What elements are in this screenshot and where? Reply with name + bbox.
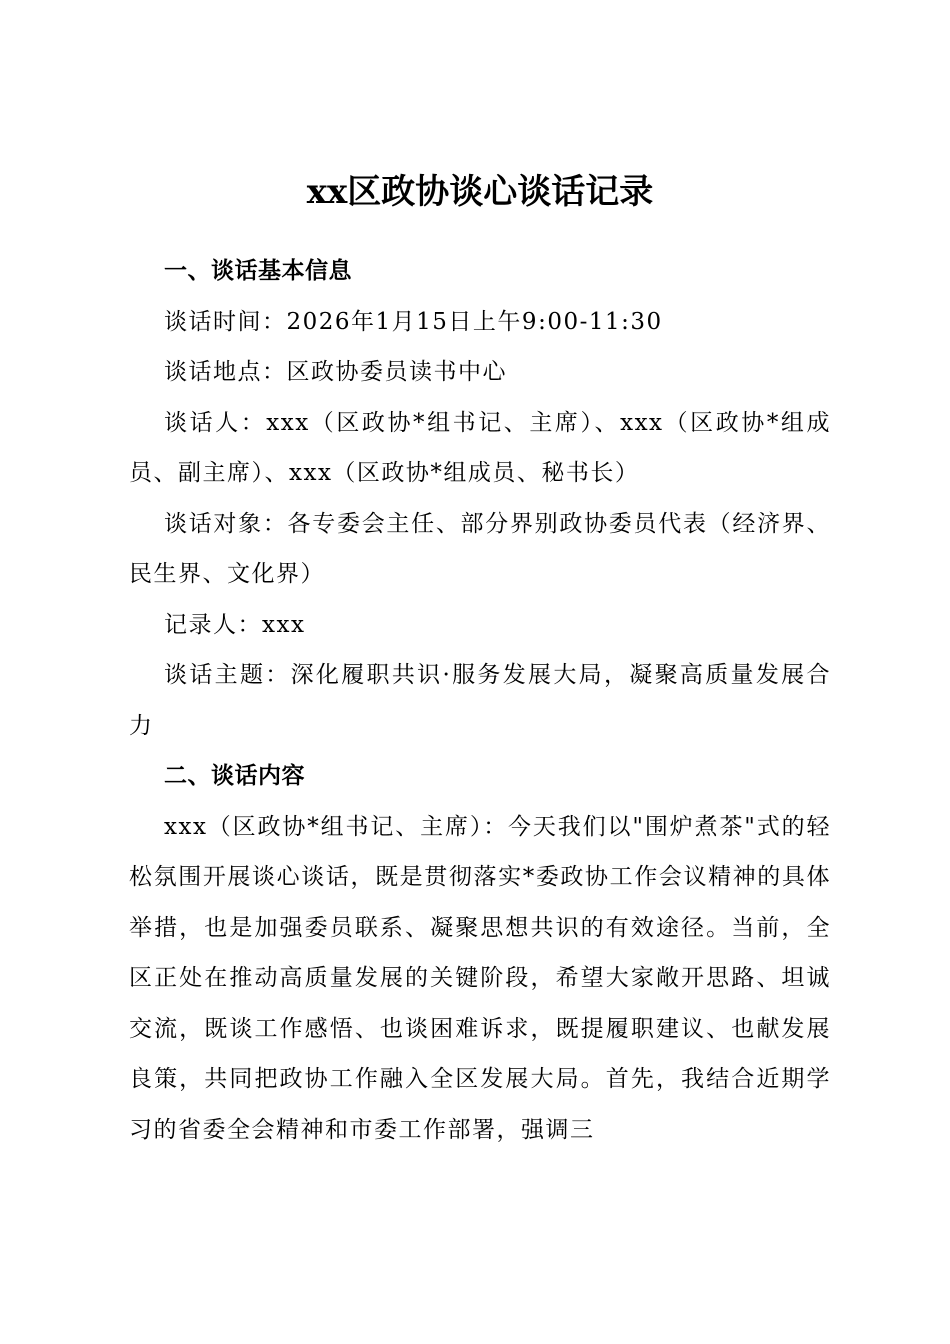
talk-participants: 谈话人：xxx（区政协*组书记、主席）、xxx（区政协*组成员、副主席）、xxx（区政协*组成员、秘书长） <box>129 409 831 486</box>
content-paragraph: xxx（区政协*组书记、主席）：今天我们以"围炉煮茶"式的轻松氛围开展谈心谈话，既是贯彻落实*委政协工作会议精神的具体举措，也是加强委员联系、凝聚思想共识的有效途径。当前，全区正处在推动高质量发展的关键阶段，希望大家敞开思路、坦诚交流，既谈工作感悟、也谈困难诉求，既提履职建议、也献发展良策，共同把政协工作融入全区发展大局。首先，我结合近期学习的省委全会精神和市委工作部署，强调三 <box>129 813 831 1143</box>
talk-recorder: 记录人：xxx <box>164 611 306 638</box>
document-body <box>129 246 831 1155</box>
document-title: xx区政协谈心谈话记录 <box>306 172 654 212</box>
talk-place: 谈话地点：区政协委员读书中心 <box>164 359 507 385</box>
section-heading-basic-info: 一、谈话基本信息 <box>164 258 352 284</box>
section-heading-content: 二、谈话内容 <box>164 763 305 789</box>
talk-targets: 谈话对象：各专委会主任、部分界别政协委员代表（经济界、民生界、文化界） <box>129 510 831 587</box>
talk-time: 谈话时间：2026年1月15日上午9:00-11:30 <box>164 308 663 335</box>
talk-theme: 谈话主题：深化履职共识·服务发展大局，凝聚高质量发展合力 <box>129 662 831 739</box>
